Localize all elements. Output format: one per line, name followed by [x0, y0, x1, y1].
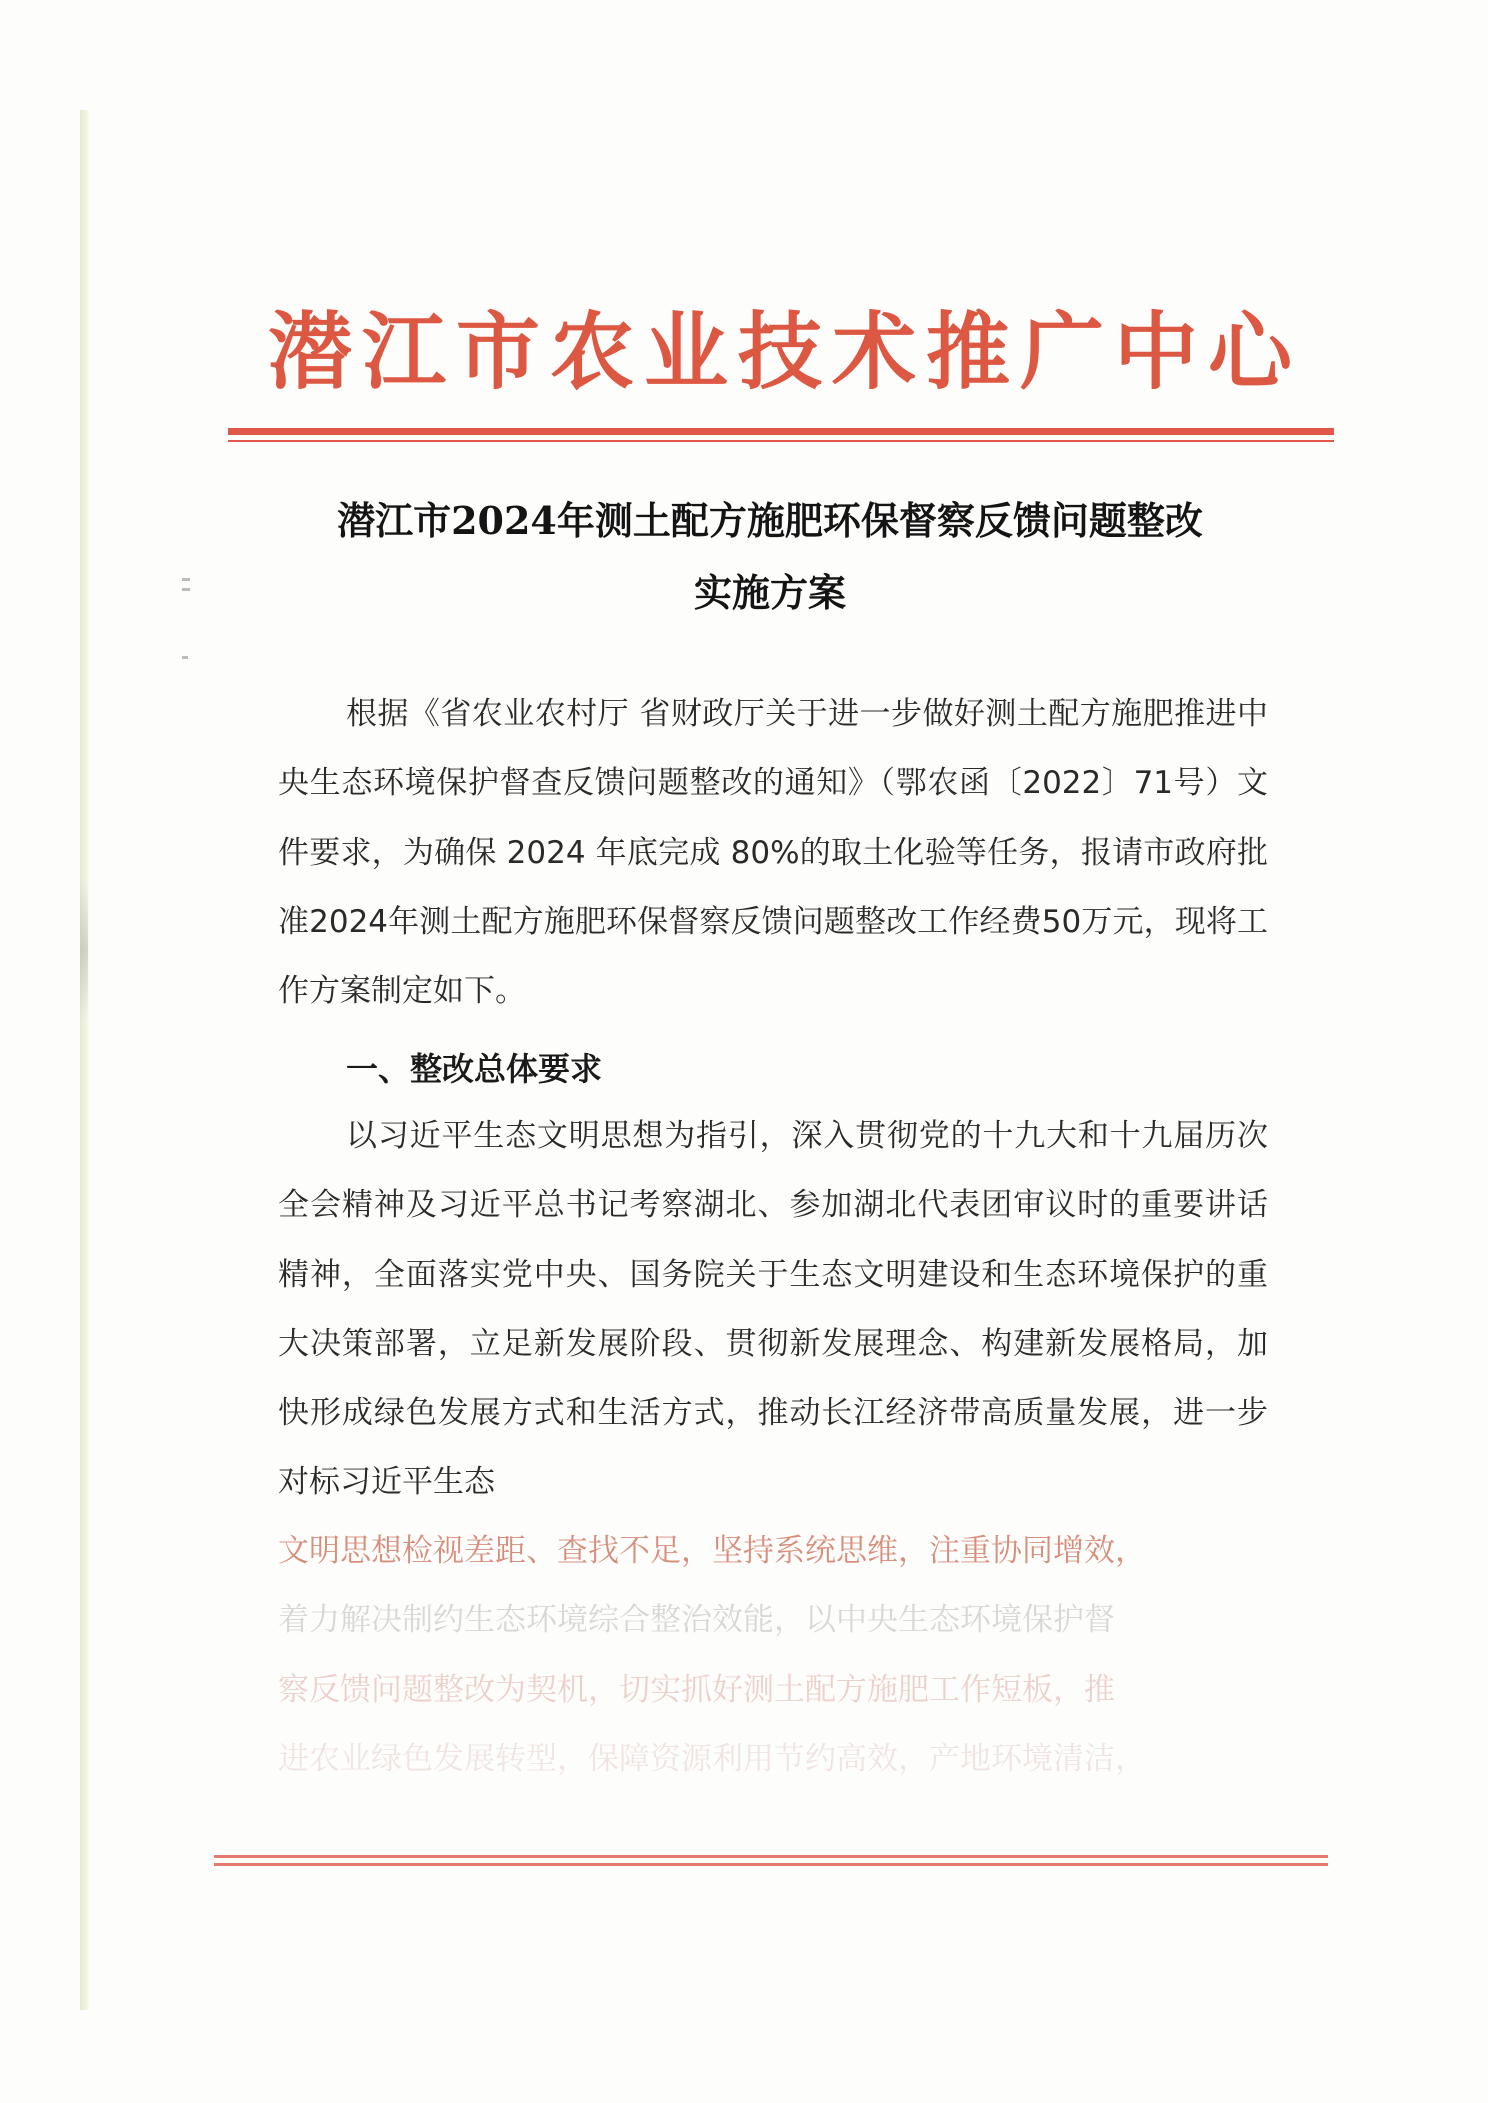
- letterhead-rule-thin: [228, 440, 1334, 442]
- faded-text-block: [278, 1517, 1268, 1794]
- scan-left-edge: [80, 110, 90, 2010]
- letterhead-org-name: 潜江市农业技术推广中心: [268, 302, 1303, 401]
- faded-line: 文明思想检视差距、查找不足，坚持系统思维，注重协同增效，: [278, 1533, 1146, 1569]
- footer-rule-top: [214, 1855, 1328, 1858]
- intro-paragraph: 根据《省农业农村厅 省财政厅关于进一步做好测土配方施肥推进中央生态环境保护督查反馈问题整改的通知》（鄂农函〔2022〕71号）文件要求，为确保 2024 年底完成 80%的取土化验等任务，报请市政府批准2024年测土配方施肥环保督察反馈问题整改工作经费50万元，现将工作方案制定如下。: [278, 696, 1268, 1010]
- scan-edge-shadow: [80, 880, 88, 1020]
- section-paragraph: 以习近平生态文明思想为指引，深入贯彻党的十九大和十九届历次全会精神及习近平总书记考察湖北、参加湖北代表团审议时的重要讲话精神，全面落实党中央、国务院关于生态文明建设和生态环境保护的重大决策部署，立足新发展阶段、贯彻新发展理念、构建新发展格局，加快形成绿色发展方式和生活方式，推动长江经济带高质量发展，进一步对标习近平生态: [278, 1118, 1268, 1501]
- section-heading: 一、整改总体要求: [346, 1050, 603, 1088]
- footer-rule-bottom: [214, 1863, 1328, 1866]
- letterhead-rule-thick: [228, 428, 1334, 435]
- margin-mark: [182, 578, 190, 581]
- margin-mark: [182, 588, 190, 591]
- document-title-line2: 实施方案: [693, 570, 846, 615]
- document-title-line1: 潜江市2024年测土配方施肥环保督察反馈问题整改: [337, 498, 1203, 543]
- faded-line: 进农业绿色发展转型，保障资源利用节约高效，产地环境清洁，: [278, 1740, 1146, 1777]
- faded-line: 着力解决制约生态环境综合整治效能，以中央生态环境保护督: [278, 1602, 1115, 1639]
- margin-mark: [182, 656, 188, 659]
- faded-line: 察反馈问题整改为契机，切实抓好测土配方施肥工作短板，推: [278, 1671, 1115, 1708]
